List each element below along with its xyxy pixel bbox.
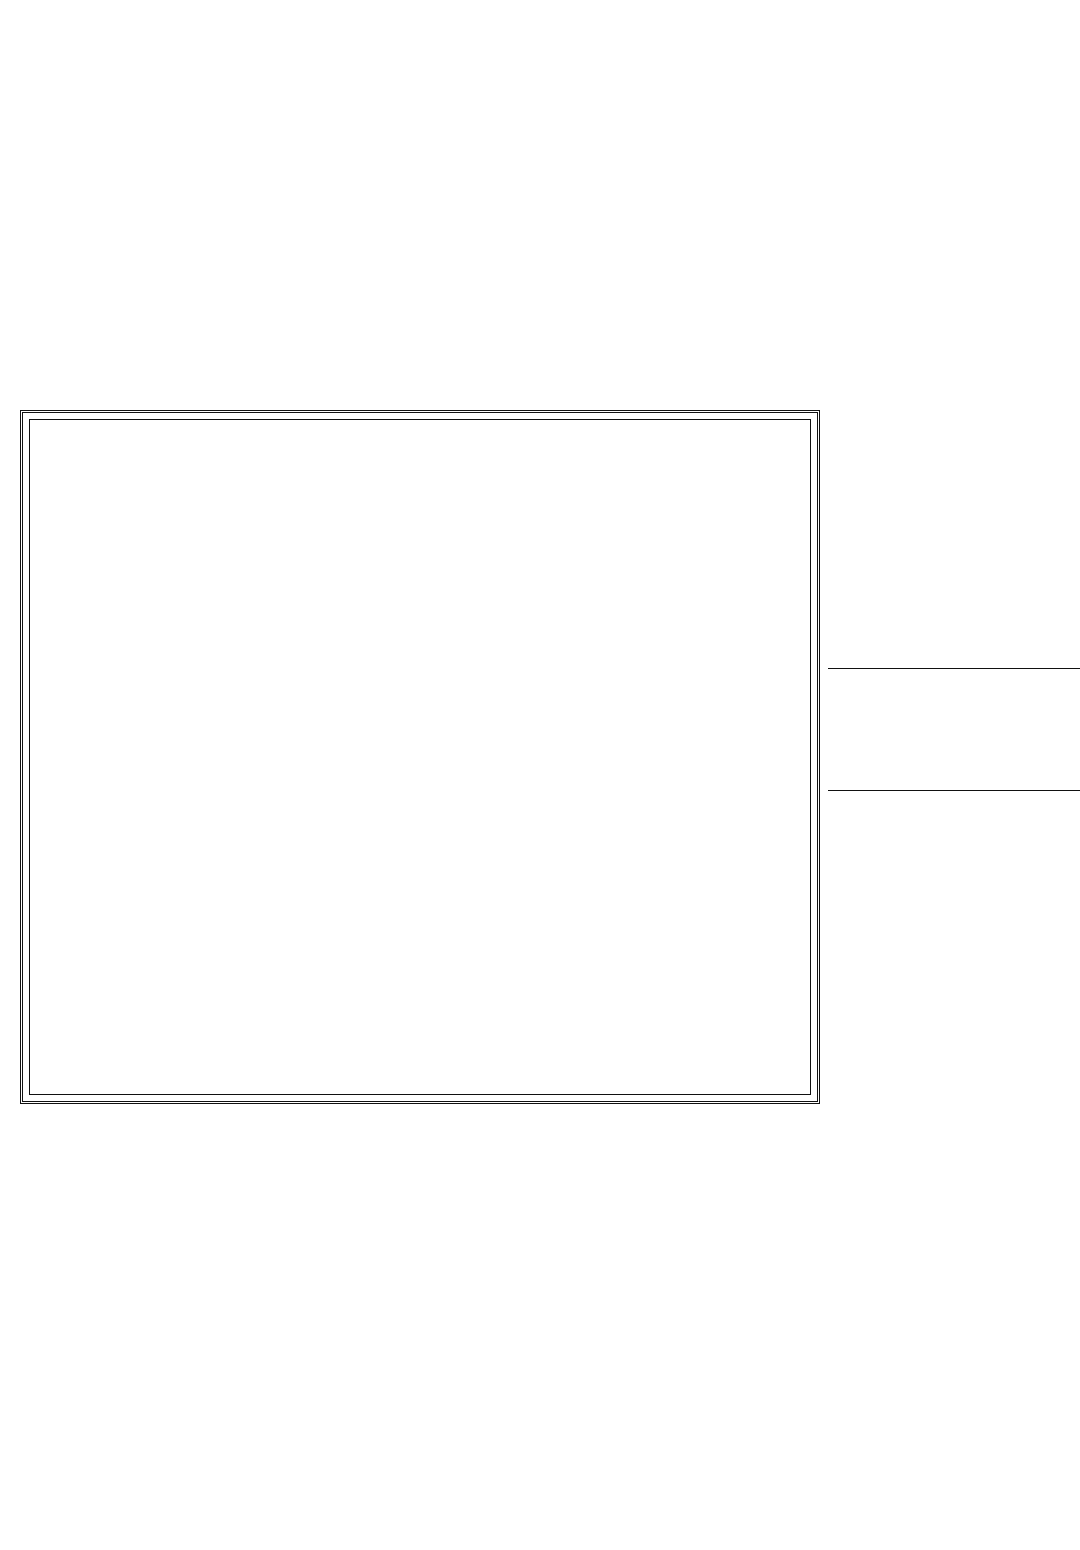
top-commentary xyxy=(0,0,1080,410)
main-text-frame-inner xyxy=(29,419,811,1095)
margin-column xyxy=(828,410,1068,1104)
main-text-frame xyxy=(20,410,820,1104)
bottom-commentary xyxy=(0,1104,1080,1550)
margin-separator xyxy=(828,790,1080,791)
margin-separator xyxy=(828,668,1080,669)
